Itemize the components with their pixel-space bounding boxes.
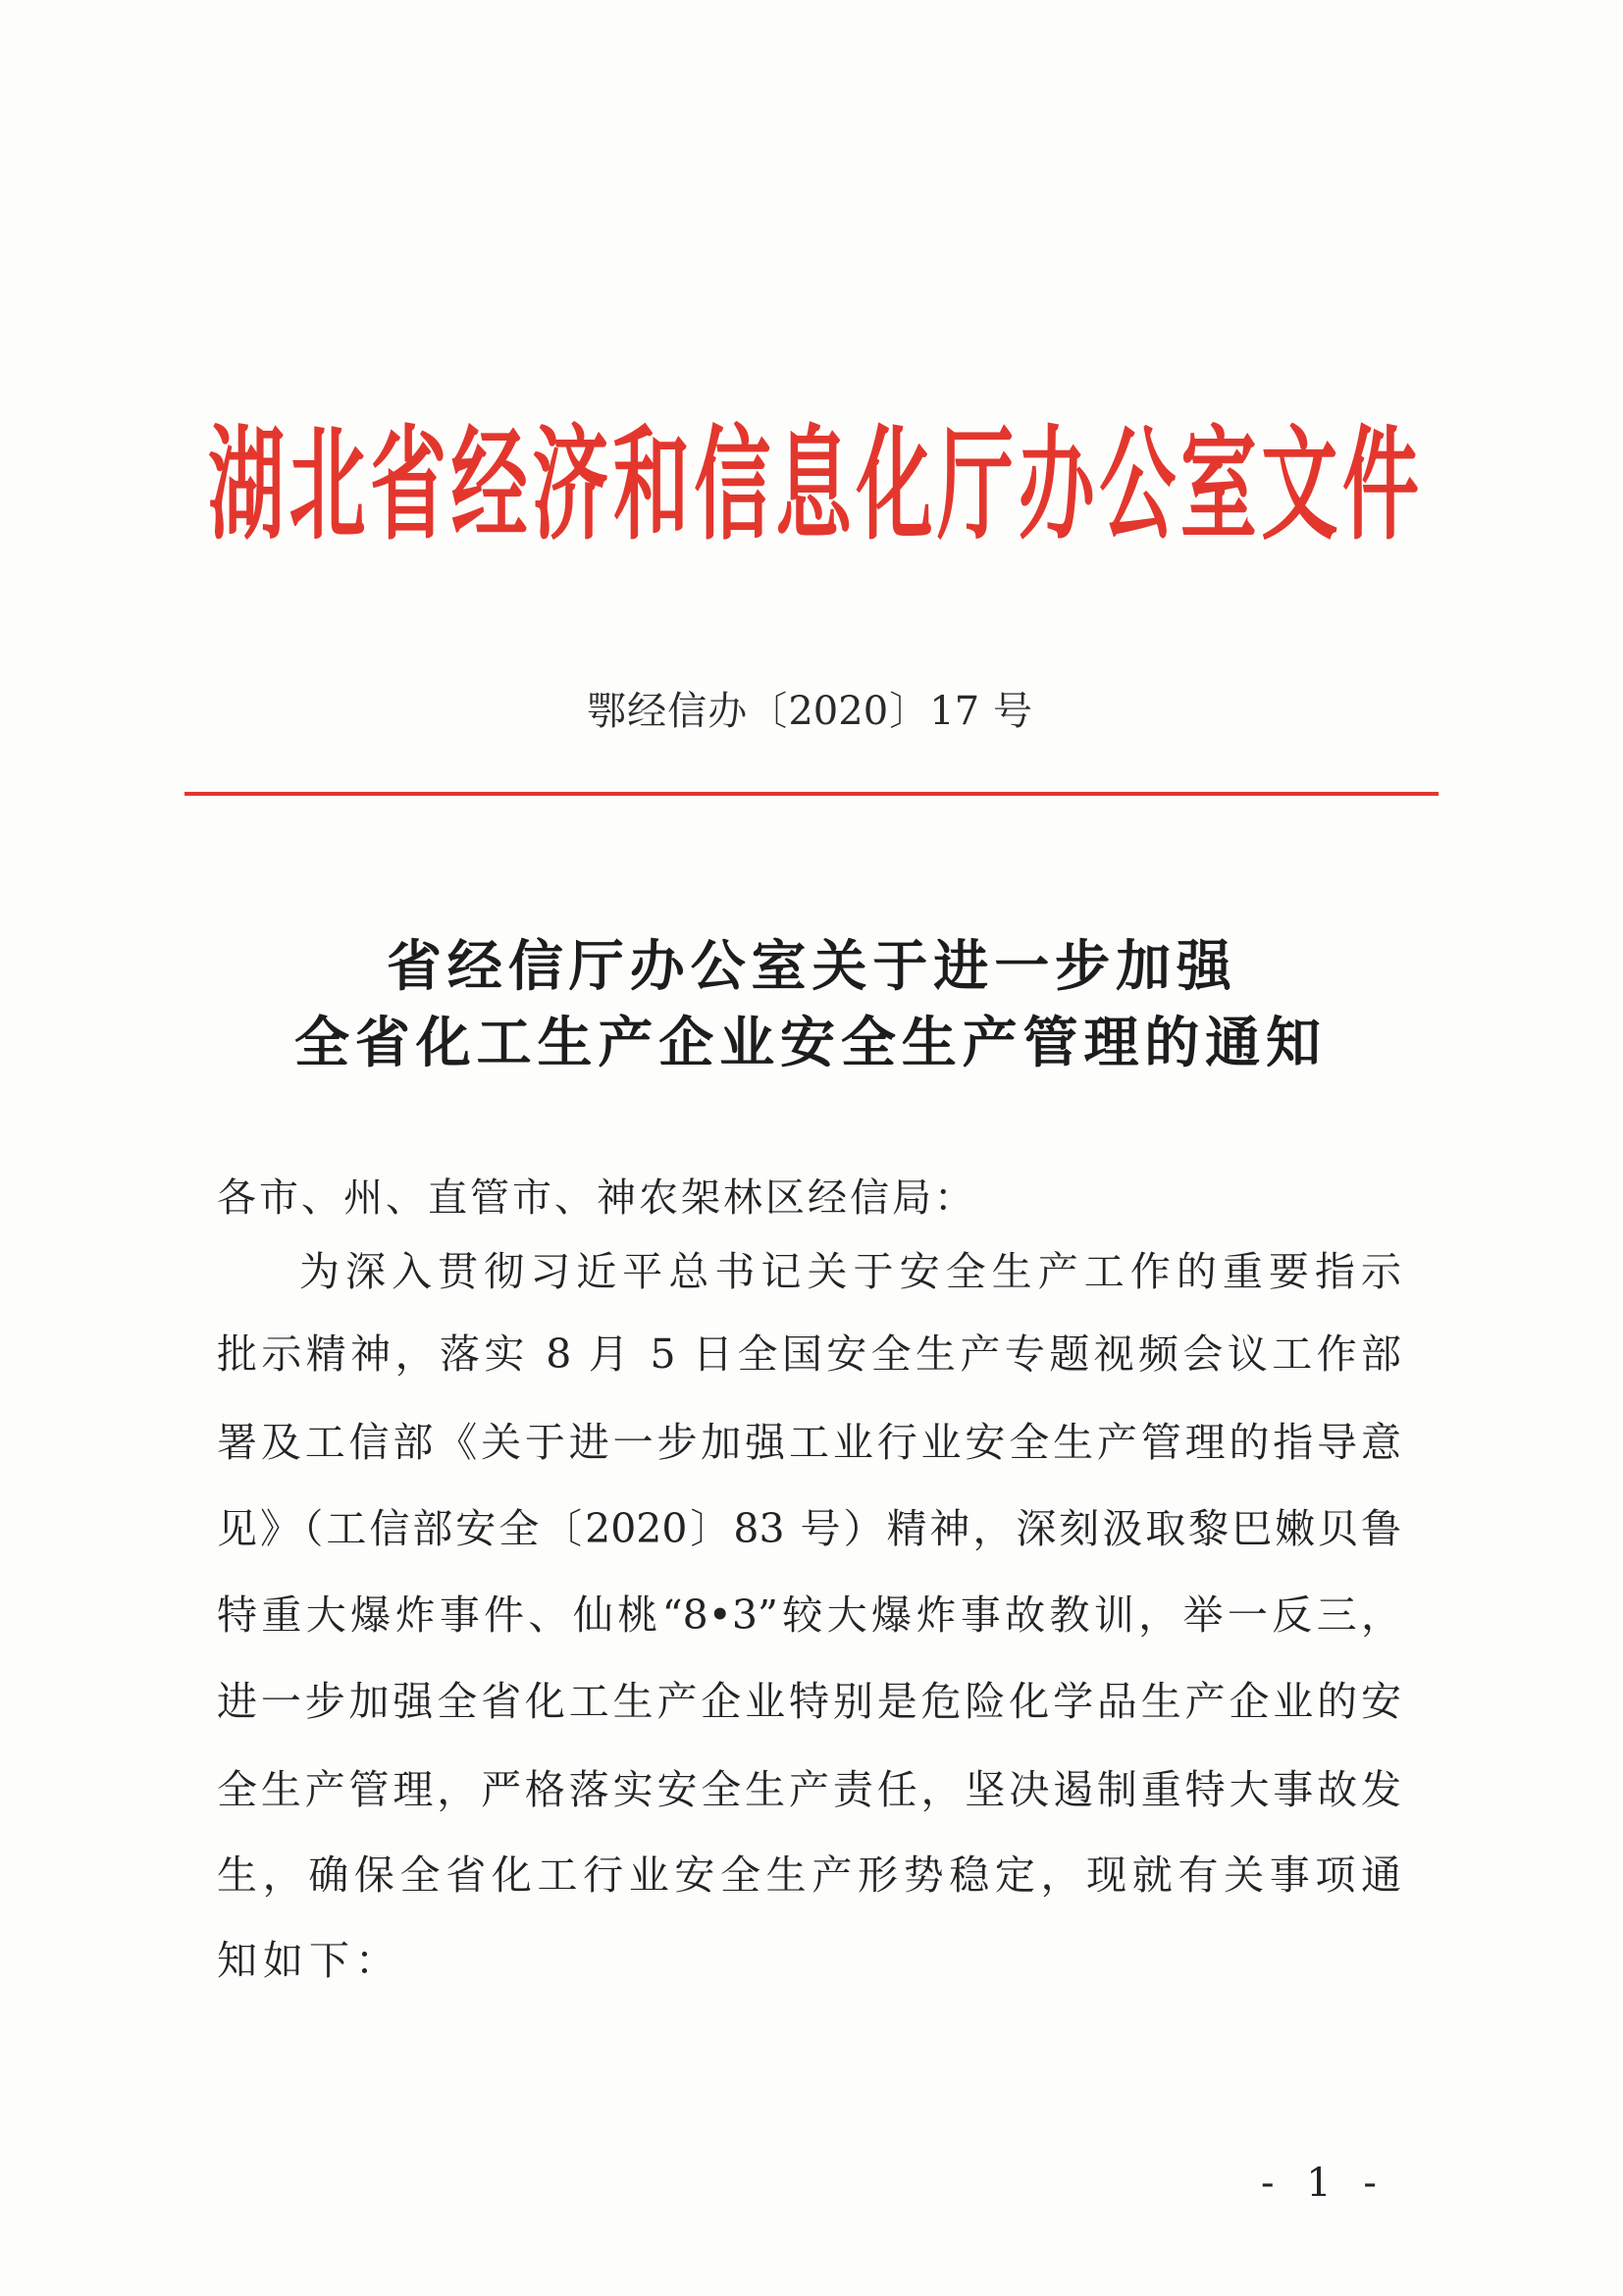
body-line: 生，确保全省化工行业安全生产形势稳定，现就有关事项通 (217, 1852, 1401, 1899)
masthead-title: 湖北省经济和信息化厅办公室文件 (208, 414, 1419, 557)
body-line: 知如下： (217, 1937, 401, 1984)
salutation: 各市、州、直管市、神农架林区经信局： (217, 1175, 973, 1221)
body-line: 见》（工信部安全〔2020〕83 号）精神，深刻汲取黎巴嫩贝鲁 (217, 1505, 1401, 1552)
document-number: 鄂经信办〔2020〕17 号 (587, 689, 1032, 734)
body-line: 全生产管理，严格落实安全生产责任，坚决遏制重特大事故发 (217, 1766, 1401, 1813)
body-line: 进一步加强全省化工生产企业特别是危险化学品生产企业的安 (217, 1678, 1401, 1725)
body-line: 特重大爆炸事件、仙桃“8•3”较大爆炸事故教训，举一反三， (217, 1592, 1401, 1639)
notice-title-line-2: 全省化工生产企业安全生产管理的通知 (294, 1011, 1321, 1075)
body-line: 批示精神，落实 8 月 5 日全国安全生产专题视频会议工作部 (217, 1331, 1401, 1378)
body-line: 为深入贯彻习近平总书记关于安全生产工作的重要指示 (299, 1248, 1401, 1295)
body-line: 署及工信部《关于进一步加强工业行业安全生产管理的指导意 (217, 1419, 1401, 1466)
notice-title-line-1: 省经信厅办公室关于进一步加强 (387, 934, 1231, 999)
red-separator-line (184, 792, 1439, 796)
page-number: - 1 - (1261, 2161, 1387, 2206)
